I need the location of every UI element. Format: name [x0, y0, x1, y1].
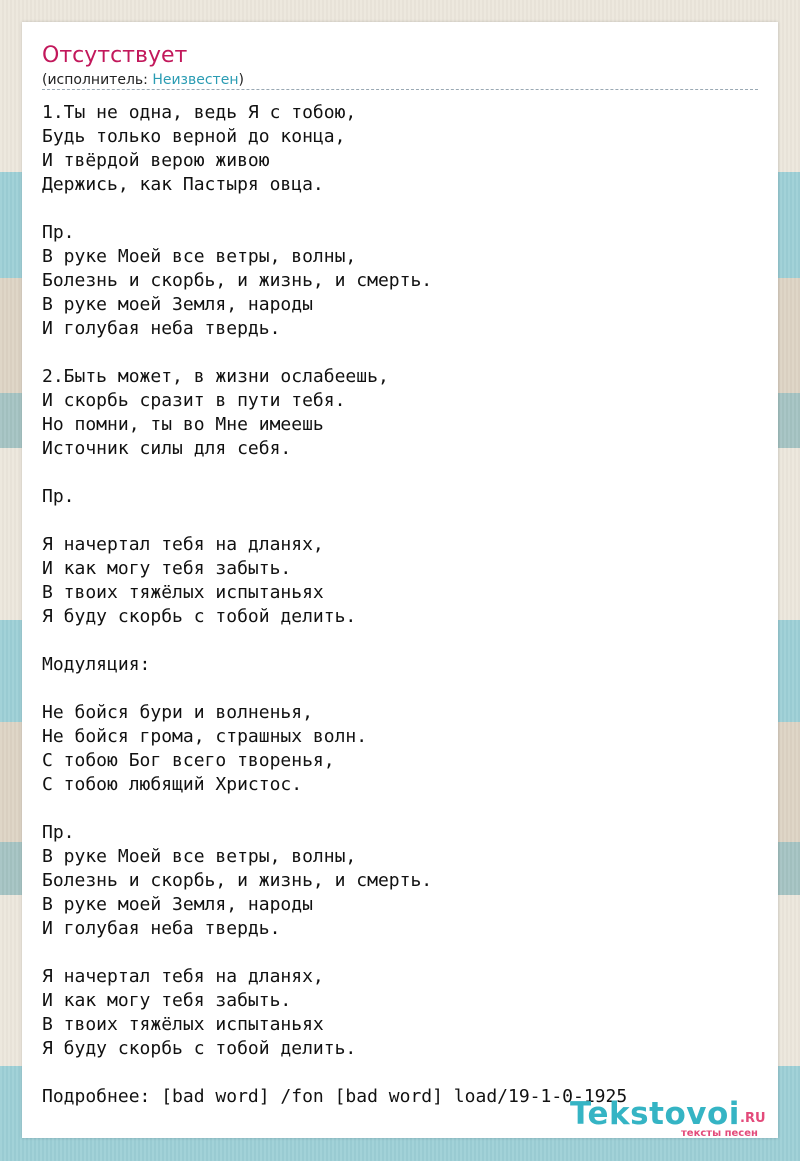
lyrics-text: 1.Ты не одна, ведь Я с тобою, Будь только верной до конца, И твёрдой верою живою Держись, как Пастыря овца. Пр. В руке Моей все ветры, волны, Болезнь и скорбь, и жизнь, и смерть. В руке моей Земля, народы И голубая неба твердь. 2.Быть может, в жизни ослабеешь, И скорбь сразит в пути тебя. Но помни, ты во Мне имеешь Источник силы для себя. Пр. Я начертал тебя на дланях, И как могу тебя забыть. В твоих тяжёлых испытаньях Я буду скорбь с тобой делить. Модуляция: Не бойся бури и волненья, Не бойся грома, страшных волн. С тобою Бог всего творенья, С тобою любящий Христос. Пр. В руке Моей все ветры, волны, Болезнь и скорбь, и жизнь, и смерть. В руке моей Земля, народы И голубая неба твердь. Я начертал тебя на дланях, И как могу тебя забыть. В твоих тяжёлых испытаньях Я буду скорбь с тобой делить. Подробнее: [bad word] /fon [bad word] load/19-1-0-1925	[42, 102, 628, 1107]
byline-suffix: )	[238, 72, 244, 88]
logo-tld: .RU	[740, 1111, 766, 1126]
title-divider	[42, 89, 758, 90]
song-title: Отсутствует	[42, 43, 188, 68]
byline-prefix: (исполнитель:	[42, 72, 153, 88]
logo-brand: Tekstovoi	[570, 1096, 740, 1132]
logo-tagline: тексты песен	[681, 1128, 758, 1139]
artist-link[interactable]: Неизвестен	[152, 72, 239, 88]
site-logo[interactable]	[570, 1095, 770, 1139]
artist-byline	[42, 71, 244, 89]
lyrics-card	[22, 22, 778, 1138]
